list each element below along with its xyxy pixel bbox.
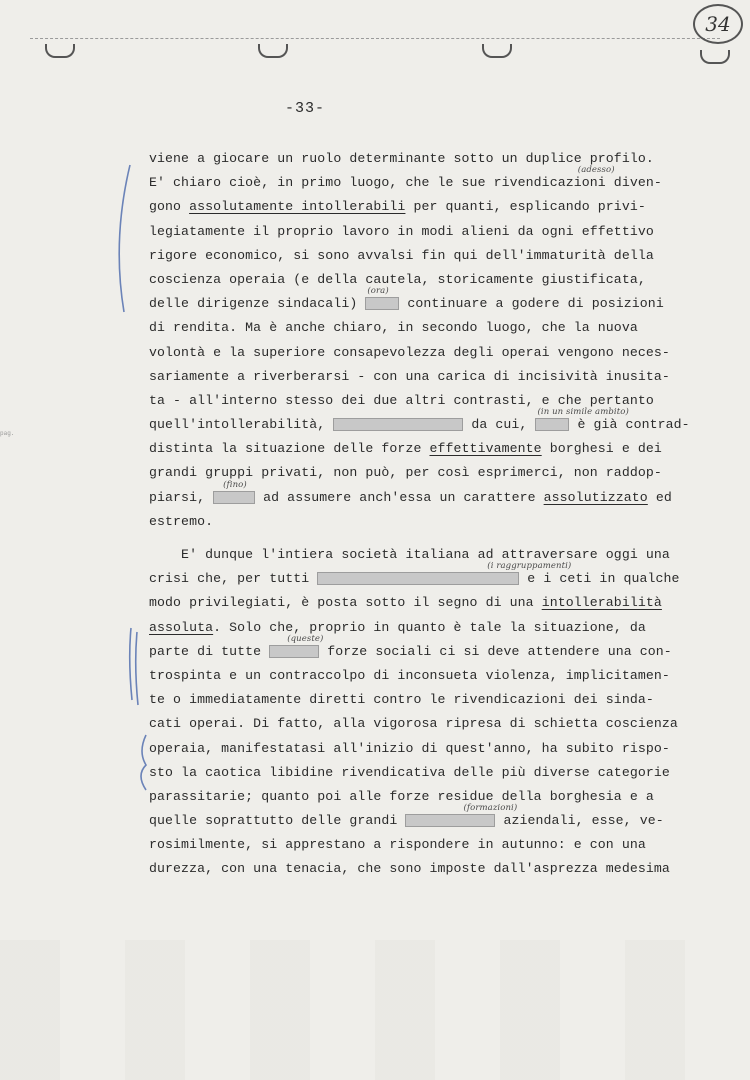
typed-text: durezza, con una tenacia, che sono imposte dall'asprezza medesima — [149, 861, 670, 877]
typed-text: quell'intollerabilità, — [149, 417, 334, 433]
typed-text: delle dirigenze sindacali) — [149, 296, 366, 312]
typed-text: trospinta e un contraccolpo di inconsueta violenza, implicitamen- — [149, 667, 670, 683]
typed-text: e i ceti in qualche — [519, 571, 680, 587]
typed-text: gono — [149, 199, 190, 215]
text-line — [149, 268, 709, 292]
text-line — [149, 803, 709, 833]
redaction-wrap — [317, 561, 572, 586]
page-footer-band — [0, 940, 750, 1080]
typed-text: . Solo che, proprio in quanto è tale la situazione, da — [213, 619, 646, 635]
text-line — [149, 761, 709, 785]
typed-text: te o immediatamente diretti contro le rivendicazioni dei sinda- — [149, 692, 654, 708]
typed-text: aziendali, esse, ve- — [495, 813, 664, 829]
typed-text: per quanti, esplicando privi- — [405, 199, 646, 215]
redacted-block — [535, 418, 569, 431]
text-line — [149, 341, 709, 365]
text-line — [149, 407, 709, 437]
redaction-wrap — [535, 407, 629, 432]
typed-text: ta - all'interno stesso dei due altri contrasti, e che pertanto — [149, 392, 654, 408]
redaction-wrap — [213, 479, 255, 505]
typed-text: da cui, — [463, 417, 536, 433]
typed-text: sariamente a riverberarsi - con una carica di incisività inusita- — [149, 368, 670, 384]
archive-page-mark: 34 — [693, 4, 743, 44]
typed-text: rosimilmente, si apprestano a rispondere in autunno: e con una — [149, 837, 646, 853]
typed-text: operaia, manifestatasi all'inizio di quest'anno, ha subito rispo- — [149, 740, 670, 756]
typed-text: legiatamente il proprio lavoro in modi alieni da ogni effettivo — [149, 223, 654, 239]
underlined-text: assoluta — [149, 619, 214, 635]
text-line — [149, 591, 709, 615]
typed-text: rigore economico, si sono avvalsi fin qui dell'immaturità della — [149, 247, 654, 263]
paragraph-gap — [149, 534, 709, 543]
typed-text: volontà e la superiore consapevolezza degli operai vengono neces- — [149, 344, 670, 360]
redaction-wrap — [405, 803, 518, 828]
typed-text: parassitarie; quanto poi alle forze residue della borghesia e a — [149, 788, 654, 804]
text-line — [149, 712, 709, 736]
typed-text: crisi che, per tutti — [149, 571, 318, 587]
margin-bracket-3 — [141, 735, 146, 790]
text-line — [149, 561, 709, 591]
text-line — [149, 737, 709, 761]
typed-text: borghesi e dei — [541, 441, 662, 457]
redacted-block — [333, 418, 463, 431]
margin-line-2b — [136, 632, 138, 705]
text-line — [149, 857, 709, 881]
text-line — [149, 479, 709, 510]
underlined-text: assolutizzato — [543, 489, 648, 505]
text-line — [149, 633, 709, 664]
typed-text: forze sociali ci si deve attendere una con- — [319, 643, 672, 659]
typed-text: è già contrad- — [569, 417, 690, 433]
typed-text: diven- — [605, 175, 662, 191]
typed-text: grandi gruppi privati, non può, per così esprimerci, non raddop- — [149, 465, 662, 481]
redacted-block — [213, 491, 255, 504]
text-line — [149, 616, 709, 640]
margin-line-2a — [130, 628, 132, 700]
handwritten-note: (queste) — [287, 633, 324, 644]
underlined-text: assolutamente intollerabili — [189, 199, 406, 215]
handwritten-note: (ora) — [367, 286, 389, 297]
typed-text: parte di tutte — [149, 643, 270, 659]
redacted-block — [317, 572, 519, 585]
document-body — [149, 147, 709, 882]
margin-bracket-1 — [119, 165, 130, 312]
text-line — [149, 833, 709, 857]
typed-text: cati operai. Di fatto, alla vigorosa ripresa di schietta coscienza — [149, 716, 678, 732]
handwritten-note: (adesso) — [577, 165, 615, 176]
text-line — [149, 195, 709, 219]
redacted-block — [269, 645, 319, 658]
redaction-wrap — [333, 417, 463, 432]
text-line — [149, 510, 709, 534]
underlined-text: intollerabilità — [541, 595, 662, 611]
handwritten-note: (in un simile ambito) — [537, 407, 629, 418]
text-line — [149, 220, 709, 244]
text-line — [149, 147, 709, 171]
typed-text: ed — [647, 489, 672, 505]
typed-text: E' dunque l'intiera società italiana ad attraversare oggi una — [149, 547, 670, 562]
typed-text: E' chiaro cioè, in primo luogo, che le sue rivendicazioni — [149, 175, 606, 191]
handwritten-note: (i raggruppamenti) — [487, 561, 572, 572]
text-line — [149, 244, 709, 268]
text-line — [149, 365, 709, 389]
underlined-text: effettivamente — [429, 441, 542, 457]
redaction-wrap — [365, 286, 399, 311]
redaction-wrap — [269, 633, 324, 659]
text-line — [149, 785, 709, 809]
typed-text: sto la caotica libidine rivendicativa delle più diverse categorie — [149, 764, 670, 780]
margin-edge-mark: pag. — [0, 430, 15, 437]
typed-text: continuare a godere di posizioni — [399, 296, 664, 312]
typed-text: coscienza operaia (e della cautela, storicamente giustificata, — [149, 271, 646, 287]
handwritten-note: (formazioni) — [463, 803, 518, 814]
typed-text: ad assumere anch'essa un carattere — [255, 489, 544, 505]
page-number: -33- — [285, 100, 326, 117]
typed-text: di rendita. Ma è anche chiaro, in secondo luogo, che la nuova — [149, 320, 638, 336]
typed-text: modo privilegiati, è posta sotto il segno di una — [149, 595, 542, 611]
typed-text: distinta la situazione delle forze — [149, 441, 430, 457]
text-line — [149, 437, 709, 461]
text-line — [149, 286, 709, 316]
handwritten-note: (fino) — [223, 479, 247, 490]
redacted-block — [365, 297, 399, 310]
typed-text: estremo. — [149, 513, 214, 529]
text-line — [149, 165, 709, 195]
typed-text: piarsi, — [149, 489, 214, 505]
redacted-block — [405, 814, 495, 827]
typed-text: quelle soprattutto delle grandi — [149, 813, 406, 829]
text-line — [149, 316, 709, 340]
text-line — [149, 688, 709, 712]
text-line — [149, 664, 709, 688]
typed-text: viene a giocare un ruolo determinante sotto un duplice profilo. — [149, 151, 654, 166]
text-line — [149, 543, 709, 567]
